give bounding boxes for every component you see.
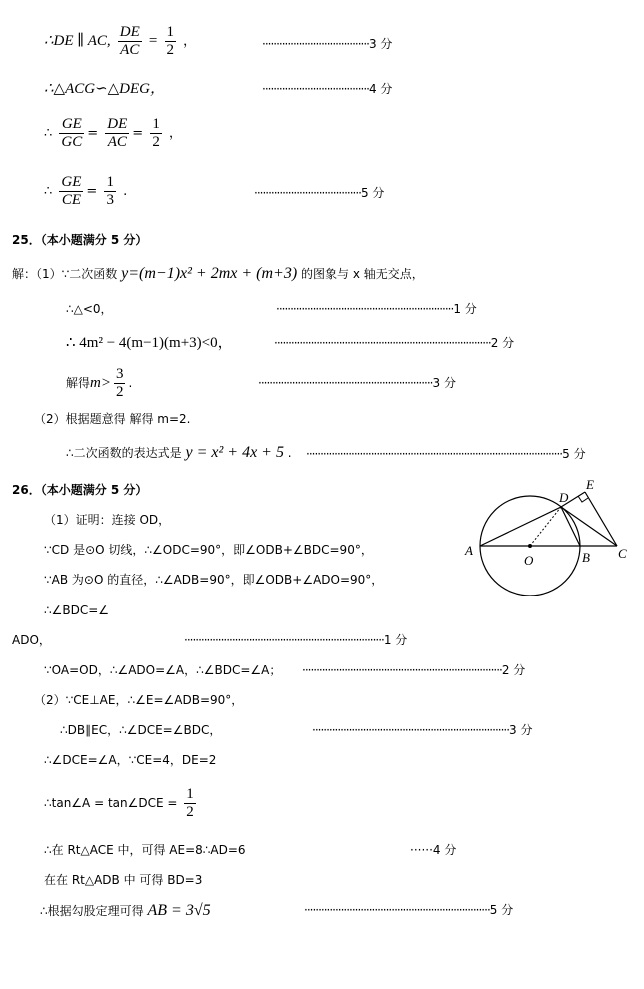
q25-line3: ∴ 4m² − 4(m−1)(m+3)<0，	[66, 335, 233, 351]
score-dots: ···························································································5 分	[306, 447, 586, 461]
fraction-half: $\frac{1}{2}$	[166, 24, 175, 58]
label-c: C	[618, 546, 627, 561]
step-similar-triangles: ∴△ACG∽△DEG，	[44, 81, 166, 97]
label-a: A	[465, 543, 473, 558]
line-dc	[561, 507, 617, 546]
q26-line2: ∵CD 是⊙O 切线，∴∠ODC=90°，即∠ODB+∠BDC=90°，	[44, 543, 373, 557]
q26-line13: ∴根据勾股定理可得 AB = 3√5	[40, 902, 211, 919]
line-od-dashed	[530, 507, 561, 546]
step-ratio-ge-ce: ∴ $\frac{GE}{CE}$ = $\frac{1}{3}$ .	[44, 174, 128, 208]
q26-line9: ∴∠DCE=∠A，∵CE=4，DE=2	[44, 753, 217, 767]
q25-line6: ∴二次函数的表达式是 y = x² + 4x + 5 .	[66, 444, 292, 461]
q25-line4: 解得m> $\frac{3}{2}$ .	[66, 366, 133, 400]
score-dots: ·······································································1 分	[184, 633, 408, 647]
q26-line3: ∵AB 为⊙O 的直径，∴∠ADB=90°，即∠ODB+∠ADO=90°，	[44, 573, 384, 587]
label-e: E	[586, 477, 594, 492]
q26-line6: ∵OA=OD，∴∠ADO=∠A，∴∠BDC=∠A；	[44, 663, 282, 677]
label-b: B	[582, 550, 590, 565]
center-point	[528, 544, 532, 548]
fraction-de-ac: $\frac{DE}{AC}$	[119, 24, 140, 58]
q26-line4: ∴∠BDC=∠	[44, 603, 110, 617]
q26-line12: 在在 Rt△ADB 中 可得 BD=3	[44, 873, 203, 887]
score-dots: ······································3 分	[262, 37, 393, 51]
geometry-figure	[462, 476, 632, 596]
q26-line7: （2）∵CE⊥AE，∴∠E=∠ADB=90°，	[34, 693, 244, 707]
score-dots: ······································5 分	[254, 186, 385, 200]
score-dots: ·············································································2 分	[274, 336, 515, 350]
q26-heading: 26．（本小题满分 5 分）	[12, 483, 148, 497]
line-db	[561, 507, 580, 546]
right-angle-mark	[578, 496, 588, 502]
line-ec	[585, 492, 617, 546]
score-dots: ·······································································2 分	[302, 663, 526, 677]
q26-line11: ∴在 Rt△ACE 中，可得 AE=8∴AD=6	[44, 843, 246, 857]
score-dots: ·······························································1 分	[276, 302, 477, 316]
score-dots: ······································4 分	[262, 82, 393, 96]
step-ratio-ge-gc: ∴ $\frac{GE}{GC}$ = $\frac{DE}{AC}$ = $\frac{1}{2}$ ，	[44, 116, 182, 150]
q26-line5: ADO，	[12, 633, 51, 647]
q26-line1: （1）证明：连接 OD，	[44, 513, 171, 527]
q26-line10: ∴tan∠A = tan∠DCE = $\frac{1}{2}$	[44, 786, 194, 820]
q25-line5: （2）根据题意得 解得 m=2.	[34, 412, 191, 426]
label-d: D	[559, 490, 569, 505]
label-o: O	[524, 553, 534, 568]
score-dots: ······································································3 分	[312, 723, 533, 737]
q26-line8: ∴DB∥EC，∴∠DCE=∠BDC，	[60, 723, 222, 737]
q25-line1: 解：（1）∵二次函数 y=(m−1)x² + 2mx + (m+3) 的图象与 x 轴无交点，	[12, 265, 424, 282]
q25-heading: 25．（本小题满分 5 分）	[12, 233, 148, 247]
score-dots: ······4 分	[410, 843, 457, 857]
step-de-parallel: ∴DE ∥ AC, $\frac{DE}{AC}$ = $\frac{1}{2}$ ，	[44, 24, 197, 58]
score-dots: ······························································3 分	[258, 376, 456, 390]
score-dots: ··································································5 分	[304, 903, 514, 917]
q25-line2: ∴△<0，	[66, 302, 113, 316]
